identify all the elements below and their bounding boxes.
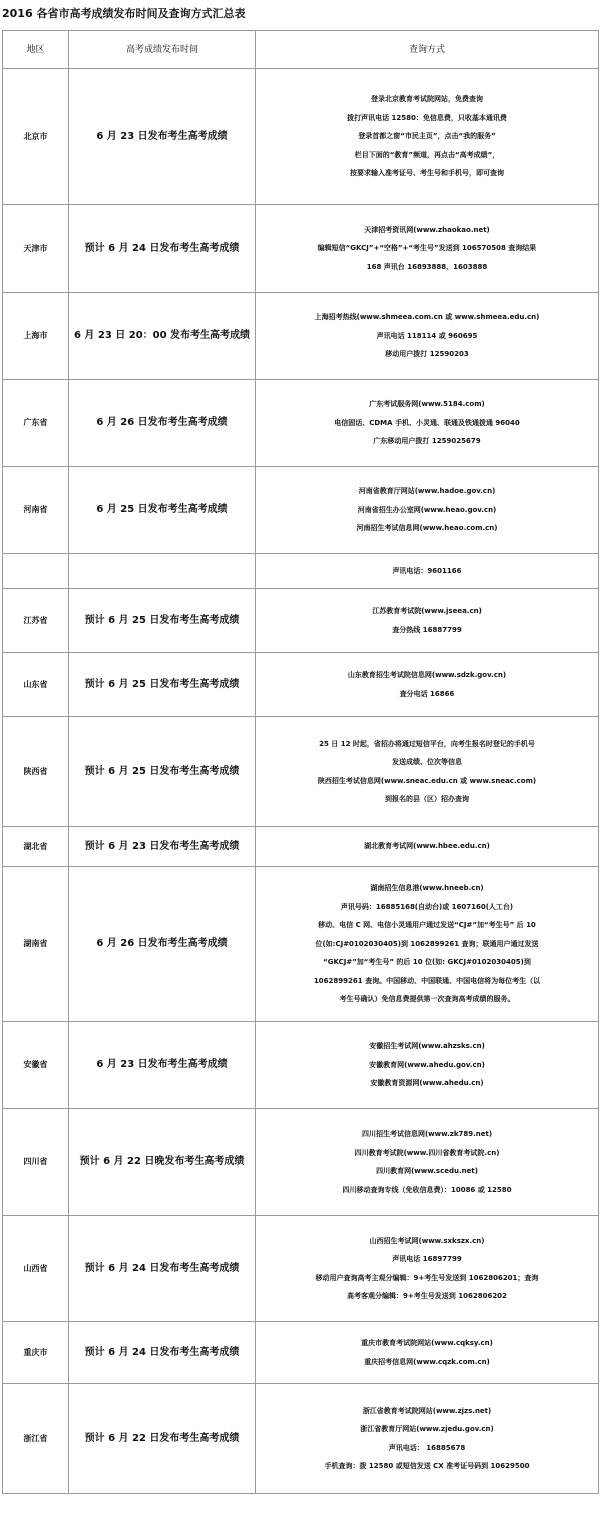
- query-line: 湖南招生信息港(www.hneeb.cn): [370, 884, 484, 893]
- table-row: [3, 380, 599, 467]
- cell-query-methods: [256, 653, 599, 717]
- query-line: 声讯电话： 16885678: [388, 1443, 466, 1452]
- cell-region: 四川省: [3, 1109, 69, 1216]
- cell-region: 重庆市: [3, 1322, 69, 1384]
- cell-region: 安徽省: [3, 1022, 69, 1109]
- table-row: [3, 467, 599, 554]
- table-row: [3, 554, 599, 589]
- cell-query-methods: [256, 717, 599, 827]
- query-line: 四川招生考试信息网(www.zk789.net): [361, 1130, 493, 1138]
- cell-region: 广东省: [3, 380, 69, 467]
- query-line: 手机查询：拨 12580 或短信发送 CX 准考证号码到 10629500: [324, 1462, 530, 1470]
- cell-release-time: 6 月 26 日发布考生高考成绩: [69, 867, 256, 1022]
- table-row: [3, 1322, 599, 1384]
- table-row: [3, 589, 599, 653]
- table-row: [3, 867, 599, 1022]
- cell-release-time: 6 月 23 日 20：00 发布考生高考成绩: [69, 293, 256, 380]
- query-line: 广东移动用户拨打 1259025679: [373, 437, 481, 446]
- query-line: 陕西招生考试信息网(www.sneac.edu.cn 或 www.sneac.com): [317, 776, 537, 785]
- cell-query-methods: [256, 293, 599, 380]
- table-row: [3, 1216, 599, 1322]
- query-line: 四川移动查询专线（免收信息费）：10086 或 12580: [342, 1185, 512, 1194]
- query-line: 声讯电话 16897799: [392, 1255, 462, 1263]
- query-line: 声讯电话 118114 或 960695: [376, 331, 478, 340]
- cell-query-methods: [256, 827, 599, 867]
- query-line: 考生号确认）免信息费提供第一次查询高考成绩的服务。: [339, 995, 515, 1004]
- query-line: 广东考试服务网(www.5184.com): [369, 400, 485, 409]
- query-line: 声讯号码：16885168(自动台)或 1607160(人工台): [340, 902, 514, 911]
- query-line: 到报名的县（区）招办查询: [385, 795, 469, 803]
- cell-region: 江苏省: [3, 589, 69, 653]
- query-line: 位(如:CJ#0102030405)到 1062899261 查询；联通用户通过发送: [315, 939, 539, 948]
- table-row: [3, 1109, 599, 1216]
- query-line: 安徽教育资源网(www.ahedu.cn): [370, 1079, 484, 1088]
- query-line: 查分热线 16887799: [392, 625, 462, 634]
- query-line: 移动用户查询高考主观分编辑：9+考生号发送到 1062806201；查询: [315, 1273, 539, 1282]
- query-line: 安徽招生考试网(www.ahzsks.cn): [369, 1042, 485, 1051]
- cell-region: 湖南省: [3, 867, 69, 1022]
- cell-release-time: 6 月 25 日发布考生高考成绩: [69, 467, 256, 554]
- query-line: 168 声讯台 16893888、1603888: [366, 262, 488, 271]
- cell-region: 河南省: [3, 467, 69, 554]
- cell-release-time: 6 月 26 日发布考生高考成绩: [69, 380, 256, 467]
- cell-query-methods: [256, 1109, 599, 1216]
- query-line: 上海招考热线(www.shmeea.com.cn 或 www.shmeea.edu.cn): [314, 313, 540, 322]
- table-row: [3, 717, 599, 827]
- query-line: 登录首都之窗“市民主页”，点击“我的服务”: [358, 132, 496, 141]
- query-line: 高考客观分编辑：9+考生号发送到 1062806202: [347, 1292, 507, 1300]
- cell-region: 湖北省: [3, 827, 69, 867]
- cell-region: 山东省: [3, 653, 69, 717]
- cell-query-methods: [256, 1216, 599, 1322]
- cell-query-methods: [256, 589, 599, 653]
- query-line: 天津招考资讯网(www.zhaokao.net): [364, 225, 490, 234]
- cell-release-time: 预计 6 月 25 日发布考生高考成绩: [69, 717, 256, 827]
- cell-release-time: 6 月 23 日发布考生高考成绩: [69, 1022, 256, 1109]
- query-line: 电信固话、CDMA 手机、小灵通、联通及铁通拨通 96040: [334, 418, 520, 427]
- cell-query-methods: [256, 205, 599, 293]
- query-line: 移动用户拨打 12590203: [385, 350, 469, 359]
- query-line: 登录北京教育考试院网站，免费查询: [371, 95, 483, 104]
- query-line: 河南省招生办公室网(www.heao.gov.cn): [357, 505, 497, 514]
- table-row: [3, 205, 599, 293]
- cell-release-time: 预计 6 月 24 日发布考生高考成绩: [69, 1216, 256, 1322]
- query-line: 按要求输入准考证号、考生号和手机号，即可查询: [350, 169, 504, 178]
- cell-query-methods: [256, 380, 599, 467]
- query-line: 重庆招考信息网(www.cqzk.com.cn): [364, 1357, 490, 1366]
- header-query: 查询方式: [256, 31, 599, 69]
- cell-query-methods: [256, 554, 599, 589]
- cell-query-methods: [256, 467, 599, 554]
- query-line: 重庆市教育考试院网站(www.cqksy.cn): [361, 1339, 493, 1347]
- cell-region: 天津市: [3, 205, 69, 293]
- table-row: [3, 1384, 599, 1494]
- query-line: 25 日 12 时起，省招办将通过短信平台，向考生报名时登记的手机号: [319, 739, 535, 748]
- cell-region: 陕西省: [3, 717, 69, 827]
- cell-query-methods: [256, 867, 599, 1022]
- query-line: 山东教育招生考试院信息网(www.sdzk.gov.cn): [347, 671, 507, 679]
- cell-region: 上海市: [3, 293, 69, 380]
- cell-query-methods: [256, 1022, 599, 1109]
- query-line: 声讯电话：9601166: [392, 566, 462, 575]
- query-line: 1062899261 查询。中国移动、中国联通、中国电信将为每位考生（以: [313, 976, 541, 985]
- cell-release-time: 6 月 23 日发布考生高考成绩: [69, 69, 256, 205]
- query-line: 河南省教育厅网站(www.hadoe.gov.cn): [358, 487, 496, 496]
- cell-release-time: 预计 6 月 24 日发布考生高考成绩: [69, 1322, 256, 1384]
- query-line: 编辑短信“GKCJ”+“空格”+“考生号”发送到 106570508 查询结果: [317, 244, 537, 253]
- table-row: [3, 293, 599, 380]
- cell-region: 浙江省: [3, 1384, 69, 1494]
- cell-release-time: 预计 6 月 24 日发布考生高考成绩: [69, 205, 256, 293]
- query-line: 四川教育考试院(www.四川省教育考试院.cn): [354, 1148, 500, 1157]
- cell-region: [3, 554, 69, 589]
- header-region: 地区: [3, 31, 69, 69]
- table-row: [3, 69, 599, 205]
- cell-region: 山西省: [3, 1216, 69, 1322]
- table-row: [3, 653, 599, 717]
- query-line: 栏目下面的“教育”频道，再点击“高考成绩”，: [354, 150, 500, 159]
- cell-release-time: 预计 6 月 25 日发布考生高考成绩: [69, 653, 256, 717]
- query-line: 发送成绩、位次等信息: [392, 758, 462, 766]
- cell-query-methods: [256, 69, 599, 205]
- cell-release-time: 预计 6 月 22 日晚发布考生高考成绩: [69, 1109, 256, 1216]
- table-row: [3, 827, 599, 867]
- query-line: 河南招生考试信息网(www.heao.com.cn): [356, 524, 498, 533]
- cell-query-methods: [256, 1322, 599, 1384]
- query-line: 移动、电信 C 网、电信小灵通用户通过发送“CJ#”加“考生号” 后 10: [318, 921, 536, 930]
- query-line: 山西招生考试网(www.sxkszx.cn): [369, 1236, 485, 1245]
- cell-query-methods: [256, 1384, 599, 1494]
- header-time: 高考成绩发布时间: [69, 31, 256, 69]
- query-line: “GKCJ#”加“考生号” 的后 10 位(如: GKCJ#0102030405)到: [323, 958, 531, 967]
- cell-release-time: 预计 6 月 25 日发布考生高考成绩: [69, 589, 256, 653]
- document-title: 2016 各省市高考成绩发布时间及查询方式汇总表: [2, 7, 246, 20]
- cell-release-time: 预计 6 月 22 日发布考生高考成绩: [69, 1384, 256, 1494]
- query-line: 湖北教育考试网(www.hbee.edu.cn): [364, 842, 490, 851]
- cell-release-time: 预计 6 月 23 日发布考生高考成绩: [69, 827, 256, 867]
- query-line: 浙江省教育厅网站(www.zjedu.gov.cn): [360, 1425, 494, 1433]
- cell-region: 北京市: [3, 69, 69, 205]
- table-row: [3, 1022, 599, 1109]
- query-line: 四川教育网(www.scedu.net): [376, 1167, 478, 1175]
- results-table: [2, 30, 599, 1494]
- table-header-row: [3, 31, 599, 69]
- query-line: 拨打声讯电话 12580：免信息费，只收基本通讯费: [347, 113, 507, 122]
- query-line: 浙江省教育考试院网站(www.zjzs.net): [362, 1406, 492, 1415]
- query-line: 安徽教育网(www.ahedu.gov.cn): [369, 1060, 485, 1069]
- query-line: 江苏教育考试院(www.jseea.cn): [372, 607, 482, 615]
- query-line: 查分电话 16866: [399, 689, 455, 698]
- cell-release-time: [69, 554, 256, 589]
